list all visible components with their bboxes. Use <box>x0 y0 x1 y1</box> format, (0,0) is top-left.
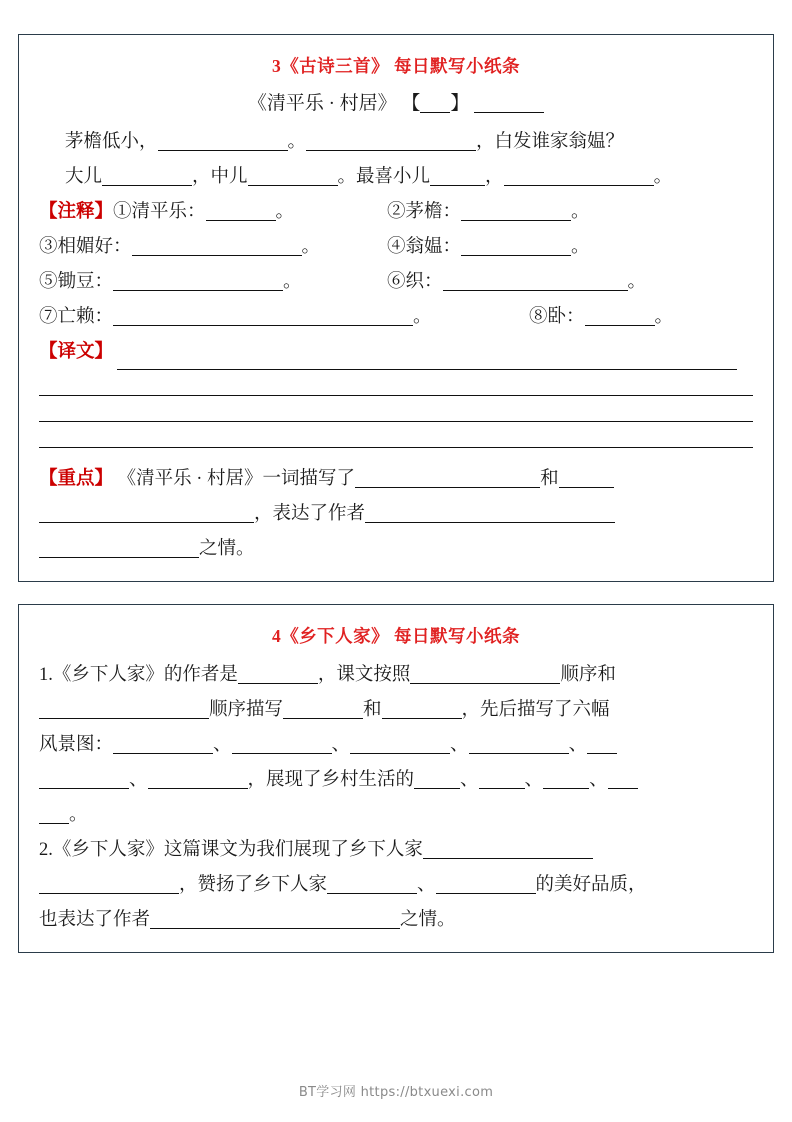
feature-sep-3: 、 <box>589 770 608 790</box>
blank-q1-2[interactable] <box>410 663 560 684</box>
q1-line1-part-b: ，课文按照 <box>317 665 411 685</box>
blank-scene-1[interactable] <box>113 733 213 754</box>
bracket-close: 】 <box>450 93 470 114</box>
note-8-term: 卧： <box>547 307 585 327</box>
section1-title: 3《古诗三首》 每日默写小纸条 <box>271 56 521 76</box>
poem-line2-part-d: ， <box>485 167 504 187</box>
key-label: 【重点】 <box>39 469 114 489</box>
notes-row-3 <box>39 265 753 300</box>
note-7-end: 。 <box>413 307 432 327</box>
blank-key-3[interactable] <box>39 502 254 523</box>
note-2-term: 茅檐： <box>405 202 462 222</box>
blank-q2-3[interactable] <box>327 873 417 894</box>
blank-author[interactable] <box>474 92 544 113</box>
poem-line2-part-c: 。最喜小儿 <box>337 167 431 187</box>
blank-key-5[interactable] <box>39 537 199 558</box>
blank-note-1[interactable] <box>206 200 276 221</box>
blank-translation-2[interactable] <box>39 395 753 396</box>
key-line3-text: 之情。 <box>199 539 255 559</box>
q1-line3-label: 风景图： <box>39 735 114 755</box>
note-3-term: 相媚好： <box>57 237 132 257</box>
scene-sep-2: 、 <box>331 735 351 755</box>
blank-q2-2[interactable] <box>39 873 179 894</box>
blank-q2-4[interactable] <box>436 873 536 894</box>
blank-feature-4-end[interactable] <box>39 803 69 824</box>
q1-line5-text: 。 <box>69 805 88 825</box>
key-line1-text: 《清平乐 · 村居》一词描写了 <box>117 469 356 489</box>
notes-label: 【注释】 <box>39 202 114 222</box>
note-7-num: ⑦ <box>39 307 58 327</box>
note-4-end: 。 <box>571 237 590 257</box>
bracket-open: 【 <box>401 93 421 114</box>
note-1-num: ① <box>113 202 132 222</box>
q2-line2-part-c: 的美好品质， <box>535 875 647 895</box>
q1-line2-part-b: 和 <box>363 700 382 720</box>
notes-row-2 <box>39 230 753 265</box>
q1-line-4 <box>39 763 753 798</box>
q1-line-5 <box>39 798 753 833</box>
q1-line-2 <box>39 693 753 728</box>
scene-sep-1: 、 <box>213 735 232 755</box>
blank-note-2[interactable] <box>461 200 571 221</box>
note-4-term: 翁媪： <box>405 237 462 257</box>
note-2-end: 。 <box>571 202 590 222</box>
q2-line1-text: 2.《乡下人家》这篇课文为我们展现了乡下人家 <box>39 840 423 860</box>
note-4-num: ④ <box>387 237 406 257</box>
poem-title-text: 《清平乐 · 村居》 <box>247 93 397 114</box>
blank-key-4[interactable] <box>365 502 615 523</box>
note-3-end: 。 <box>301 237 321 257</box>
scene-sep-4: 、 <box>568 735 588 755</box>
blank-scene-5-end[interactable] <box>39 768 129 789</box>
blank-feature-2[interactable] <box>479 768 525 789</box>
blank-translation-1[interactable] <box>117 349 737 370</box>
blank-q2-1[interactable] <box>423 838 593 859</box>
note-8-end: 。 <box>654 307 674 327</box>
notes-row2-col-b <box>387 230 753 265</box>
q2-line2-part-a: ，赞扬了乡下人家 <box>179 875 328 895</box>
scene-sep-5: 、 <box>129 770 148 790</box>
blank-q1-4[interactable] <box>283 698 363 719</box>
note-2-num: ② <box>387 202 406 222</box>
key-line-3 <box>39 532 753 567</box>
notes-row3-col-a <box>39 265 387 300</box>
blank-note-5[interactable] <box>113 270 283 291</box>
q2-line2-part-b: 、 <box>417 875 436 895</box>
poem-line1-part-a: 茅檐低小， <box>65 132 158 152</box>
blank-q1-1[interactable] <box>238 663 318 684</box>
blank-dynasty[interactable] <box>420 92 450 113</box>
poem-title-row <box>39 88 753 115</box>
blank-scene-2[interactable] <box>232 733 332 754</box>
blank-poem-1-2[interactable] <box>306 130 476 151</box>
note-5-term: 锄豆： <box>57 272 114 292</box>
blank-poem-2-4[interactable] <box>504 165 654 186</box>
key-line1-and: 和 <box>540 469 559 489</box>
blank-scene-6[interactable] <box>148 768 248 789</box>
section-card-xiangxia-renjia <box>18 604 774 953</box>
poem-line-1 <box>39 125 753 160</box>
blank-feature-3[interactable] <box>543 768 589 789</box>
blank-poem-1-1[interactable] <box>158 130 288 151</box>
blank-note-6[interactable] <box>443 270 628 291</box>
q1-line4-text: ，展现了乡村生活的 <box>247 770 415 790</box>
note-5-end: 。 <box>283 272 302 292</box>
notes-row1-col-a <box>39 195 387 230</box>
feature-sep-2: 、 <box>524 770 544 790</box>
poem-line-2 <box>39 160 753 195</box>
blank-note-3[interactable] <box>132 235 302 256</box>
q1-line-3 <box>39 728 753 763</box>
poem-line2-part-b: ，中儿 <box>192 167 248 187</box>
blank-poem-2-1[interactable] <box>102 165 192 186</box>
notes-row2-col-a <box>39 230 387 265</box>
q2-line-3 <box>39 903 753 938</box>
scene-sep-3: 、 <box>450 735 469 755</box>
q1-line-1 <box>39 658 753 693</box>
note-6-num: ⑥ <box>387 272 406 292</box>
blank-poem-2-2[interactable] <box>248 165 338 186</box>
note-1-term: 清平乐： <box>131 202 206 222</box>
section-card-gushi-sanshou <box>18 34 774 582</box>
notes-row-1 <box>39 195 753 230</box>
blank-key-1[interactable] <box>355 467 540 488</box>
blank-key-2[interactable] <box>559 467 614 488</box>
note-8-num: ⑧ <box>529 307 548 327</box>
q1-line2-part-c: ，先后描写了六幅 <box>461 700 610 720</box>
blank-q2-5[interactable] <box>150 908 400 929</box>
poem-line2-part-a: 大儿 <box>65 167 103 187</box>
feature-sep-1: 、 <box>460 770 479 790</box>
note-6-term: 织： <box>405 272 443 292</box>
q1-line1-part-c: 顺序和 <box>560 665 616 685</box>
poem-line2-part-e: 。 <box>653 167 673 187</box>
q1-line2-part-a: 顺序描写 <box>209 700 284 720</box>
blank-note-4[interactable] <box>461 235 571 256</box>
note-5-num: ⑤ <box>39 272 58 292</box>
blank-scene-5-start[interactable] <box>587 733 617 754</box>
q2-line3-part-a: 也表达了作者 <box>39 910 151 930</box>
blank-q1-5[interactable] <box>382 698 462 719</box>
key-line-1 <box>39 462 753 497</box>
poem-line1-part-c: ，白发谁家翁媪？ <box>476 132 625 152</box>
key-line-2 <box>39 497 753 532</box>
notes-row4-col-a <box>39 300 529 335</box>
translation-label: 【译文】 <box>39 342 114 362</box>
note-7-term: 亡赖： <box>57 307 114 327</box>
key-line2-text: ，表达了作者 <box>254 504 366 524</box>
notes-row4-col-b <box>529 300 753 335</box>
blank-note-7[interactable] <box>113 305 413 326</box>
note-6-end: 。 <box>627 272 647 292</box>
blank-q1-3[interactable] <box>39 698 209 719</box>
q2-line-1 <box>39 833 753 868</box>
footer-watermark: BT学习网 https://btxuexi.com <box>298 1085 494 1100</box>
blank-feature-4-start[interactable] <box>608 768 638 789</box>
blank-scene-3[interactable] <box>350 733 450 754</box>
q2-line-2 <box>39 868 753 903</box>
blank-feature-1[interactable] <box>414 768 460 789</box>
translation-row-1 <box>39 335 753 370</box>
note-3-num: ③ <box>39 237 58 257</box>
q2-line3-part-b: 之情。 <box>400 910 456 930</box>
notes-row3-col-b <box>387 265 753 300</box>
poem-line1-part-b: 。 <box>287 132 307 152</box>
notes-row1-col-b <box>387 195 753 230</box>
section2-title: 4《乡下人家》 每日默写小纸条 <box>271 626 521 646</box>
note-1-end: 。 <box>275 202 295 222</box>
blank-translation-4[interactable] <box>39 447 753 448</box>
notes-row-4 <box>39 300 753 335</box>
blank-note-8[interactable] <box>585 305 655 326</box>
blank-poem-2-3[interactable] <box>430 165 485 186</box>
q1-line1-part-a: 1.《乡下人家》的作者是 <box>39 665 238 685</box>
blank-translation-3[interactable] <box>39 421 753 422</box>
blank-scene-4[interactable] <box>469 733 569 754</box>
